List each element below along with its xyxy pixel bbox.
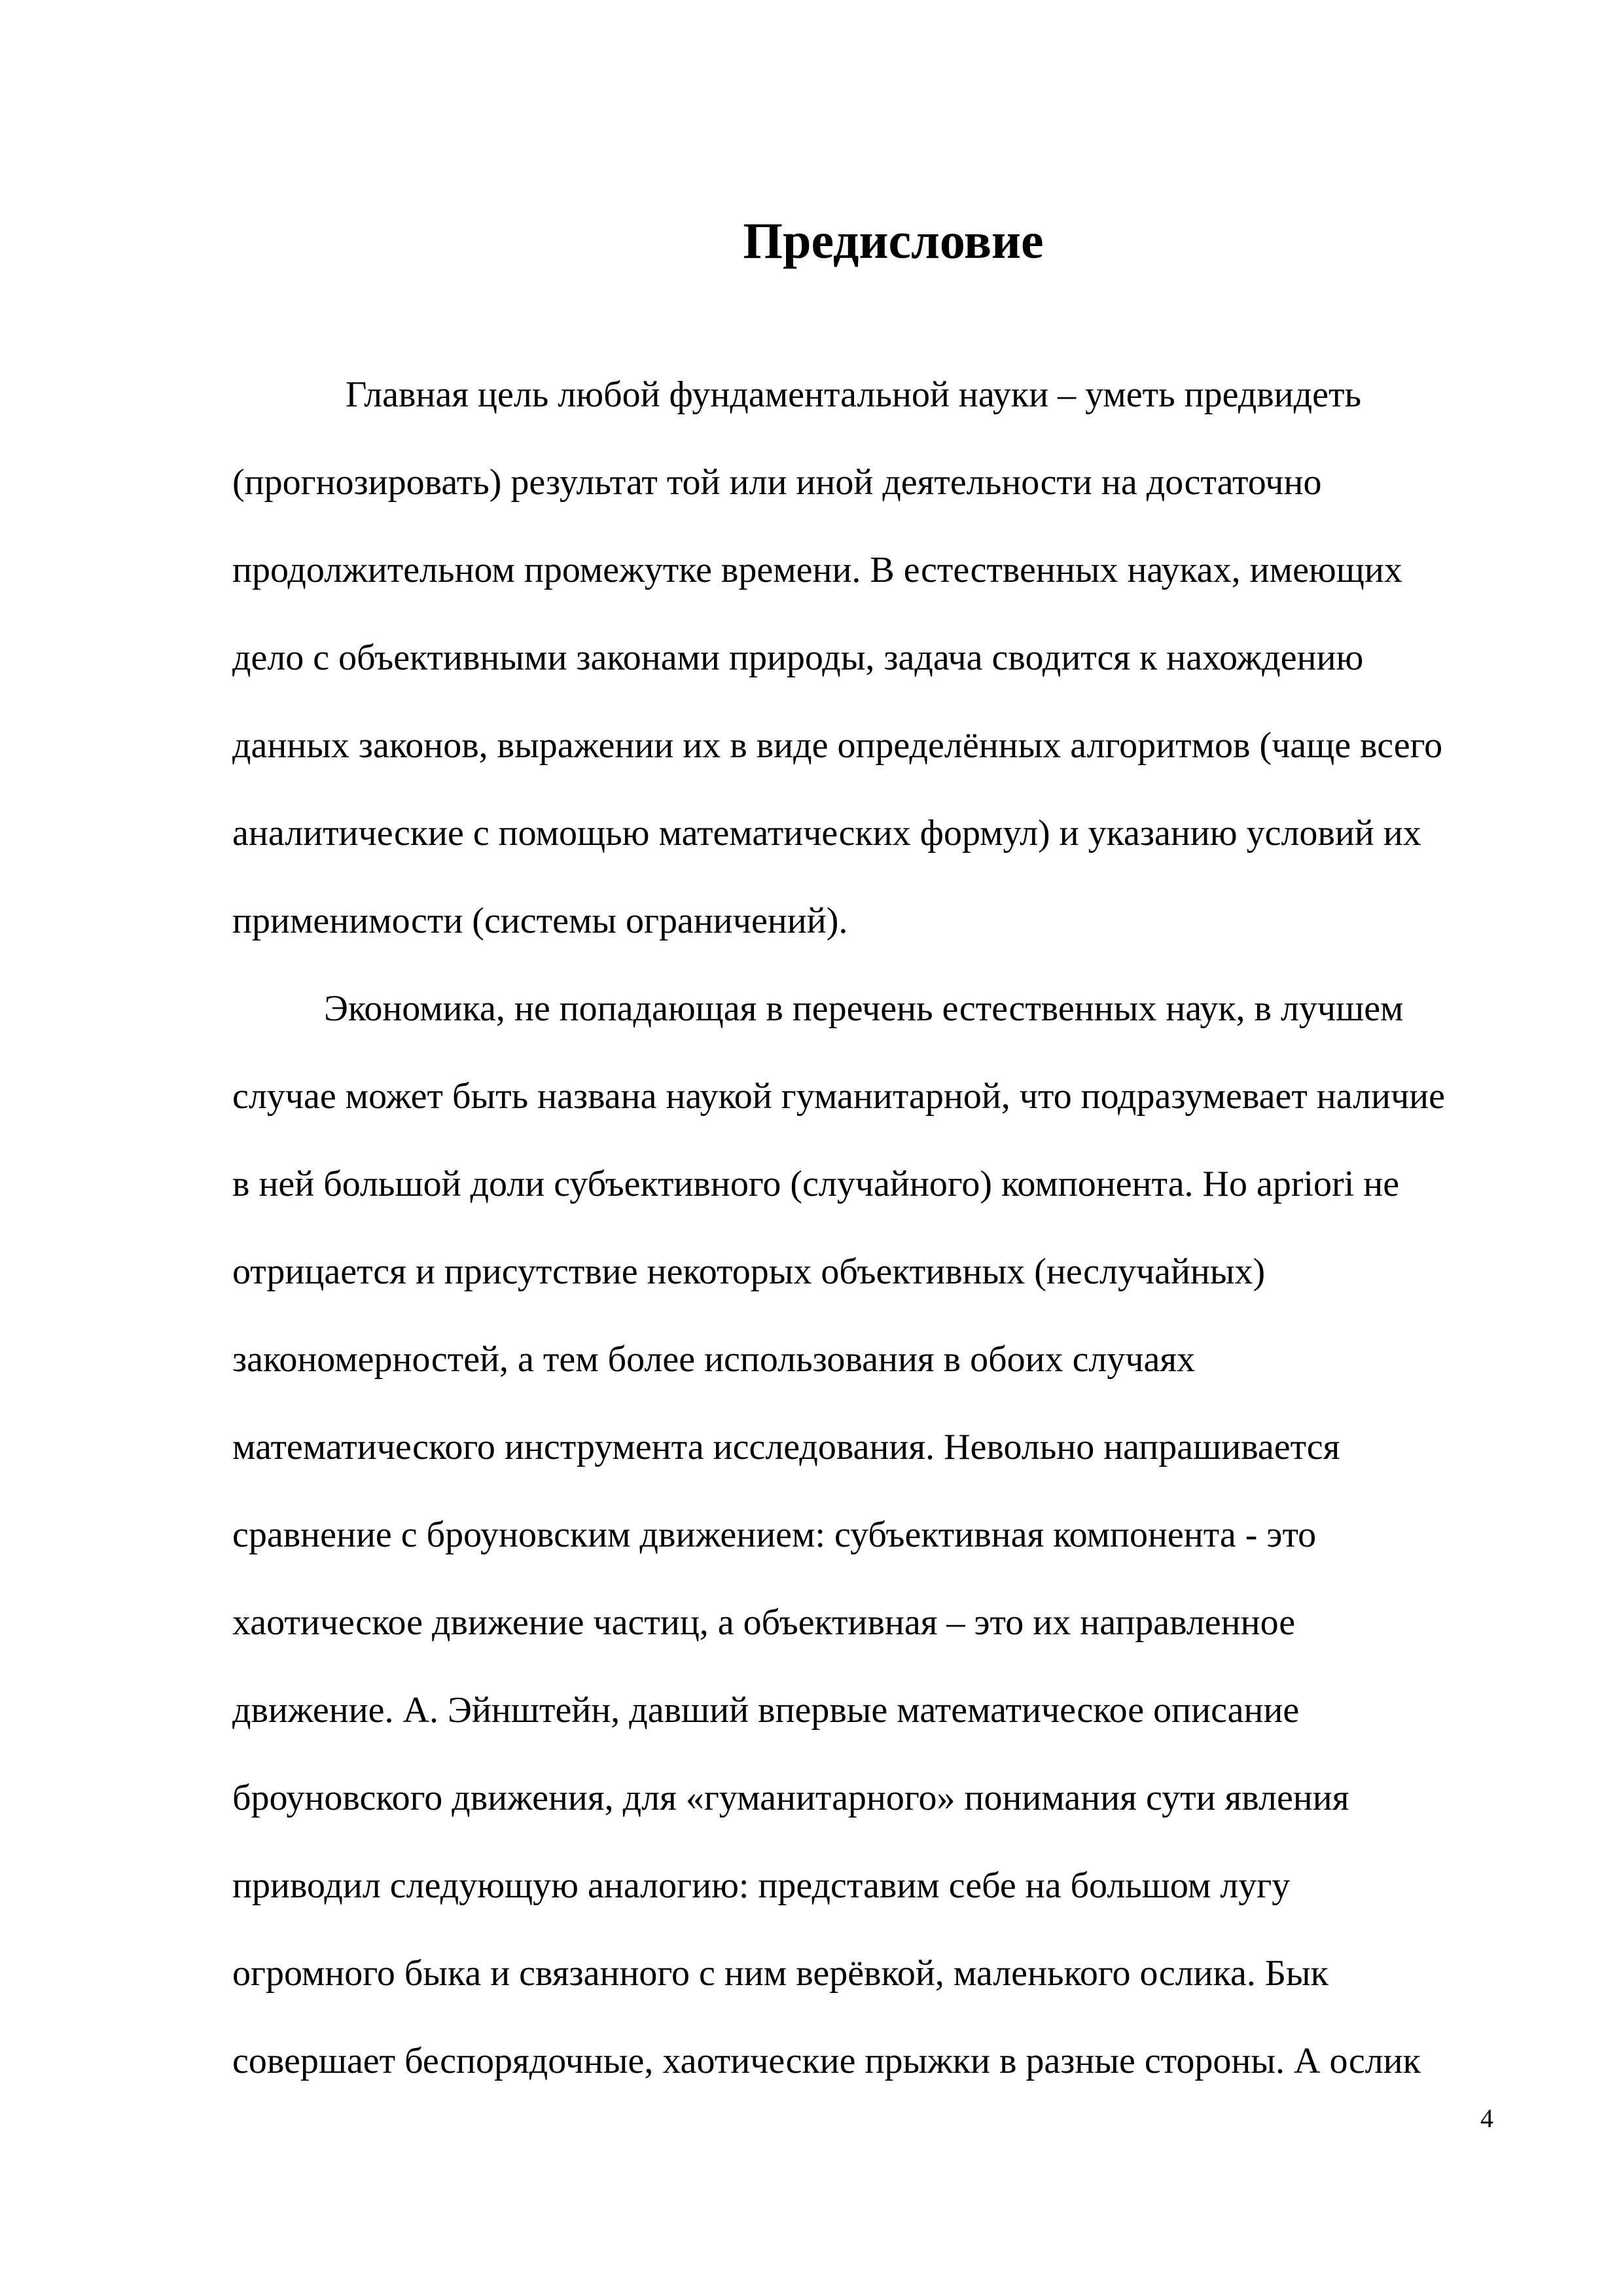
text-line: (прогнозировать) результат той или иной деятельности на достаточно [232, 462, 1322, 503]
page-title: Предисловие [743, 212, 1044, 269]
text-line: аналитические с помощью математических формул) и указанию условий их [232, 813, 1421, 853]
text-line: огромного быка и связанного с ним верёвкой, маленького ослика. Бык [232, 1953, 1329, 1994]
text-line: хаотическое движение частиц, а объективная – это их направленное [232, 1602, 1296, 1643]
text-line: движение. А. Эйнштейн, давший впервые математическое описание [232, 1690, 1300, 1731]
text-line: продолжительном промежутке времени. В естественных науках, имеющих [232, 550, 1402, 590]
text-line: сравнение с броуновским движением: субъективная компонента - это [232, 1515, 1317, 1555]
text-line: случае может быть названа наукой гуманитарной, что подразумевает наличие [232, 1076, 1446, 1117]
text-line: Главная цель любой фундаментальной науки – уметь предвидеть [346, 374, 1362, 415]
text-line: закономерностей, а тем более использования в обоих случаях [232, 1339, 1196, 1380]
text-line: в ней большой доли субъективного (случайного) компонента. Но apriori не [232, 1164, 1400, 1204]
text-line: совершает беспорядочные, хаотические прыжки в разные стороны. А ослик [232, 2041, 1421, 2081]
page-number: 4 [1480, 2104, 1493, 2133]
text-line: данных законов, выражении их в виде определённых алгоритмов (чаще всего [232, 725, 1443, 766]
text-line: Экономика, не попадающая в перечень естественных наук, в лучшем [324, 988, 1404, 1029]
text-line: приводил следующую аналогию: представим себе на большом лугу [232, 1865, 1291, 1906]
text-line: дело с объективными законами природы, задача сводится к нахождению [232, 637, 1364, 678]
text-line: отрицается и присутствие некоторых объективных (неслучайных) [232, 1251, 1266, 1292]
text-line: математического инструмента исследования. Невольно напрашивается [232, 1427, 1340, 1467]
text-line: применимости (системы ограничений). [232, 901, 848, 941]
text-line: броуновского движения, для «гуманитарного» понимания сути явления [232, 1778, 1349, 1818]
